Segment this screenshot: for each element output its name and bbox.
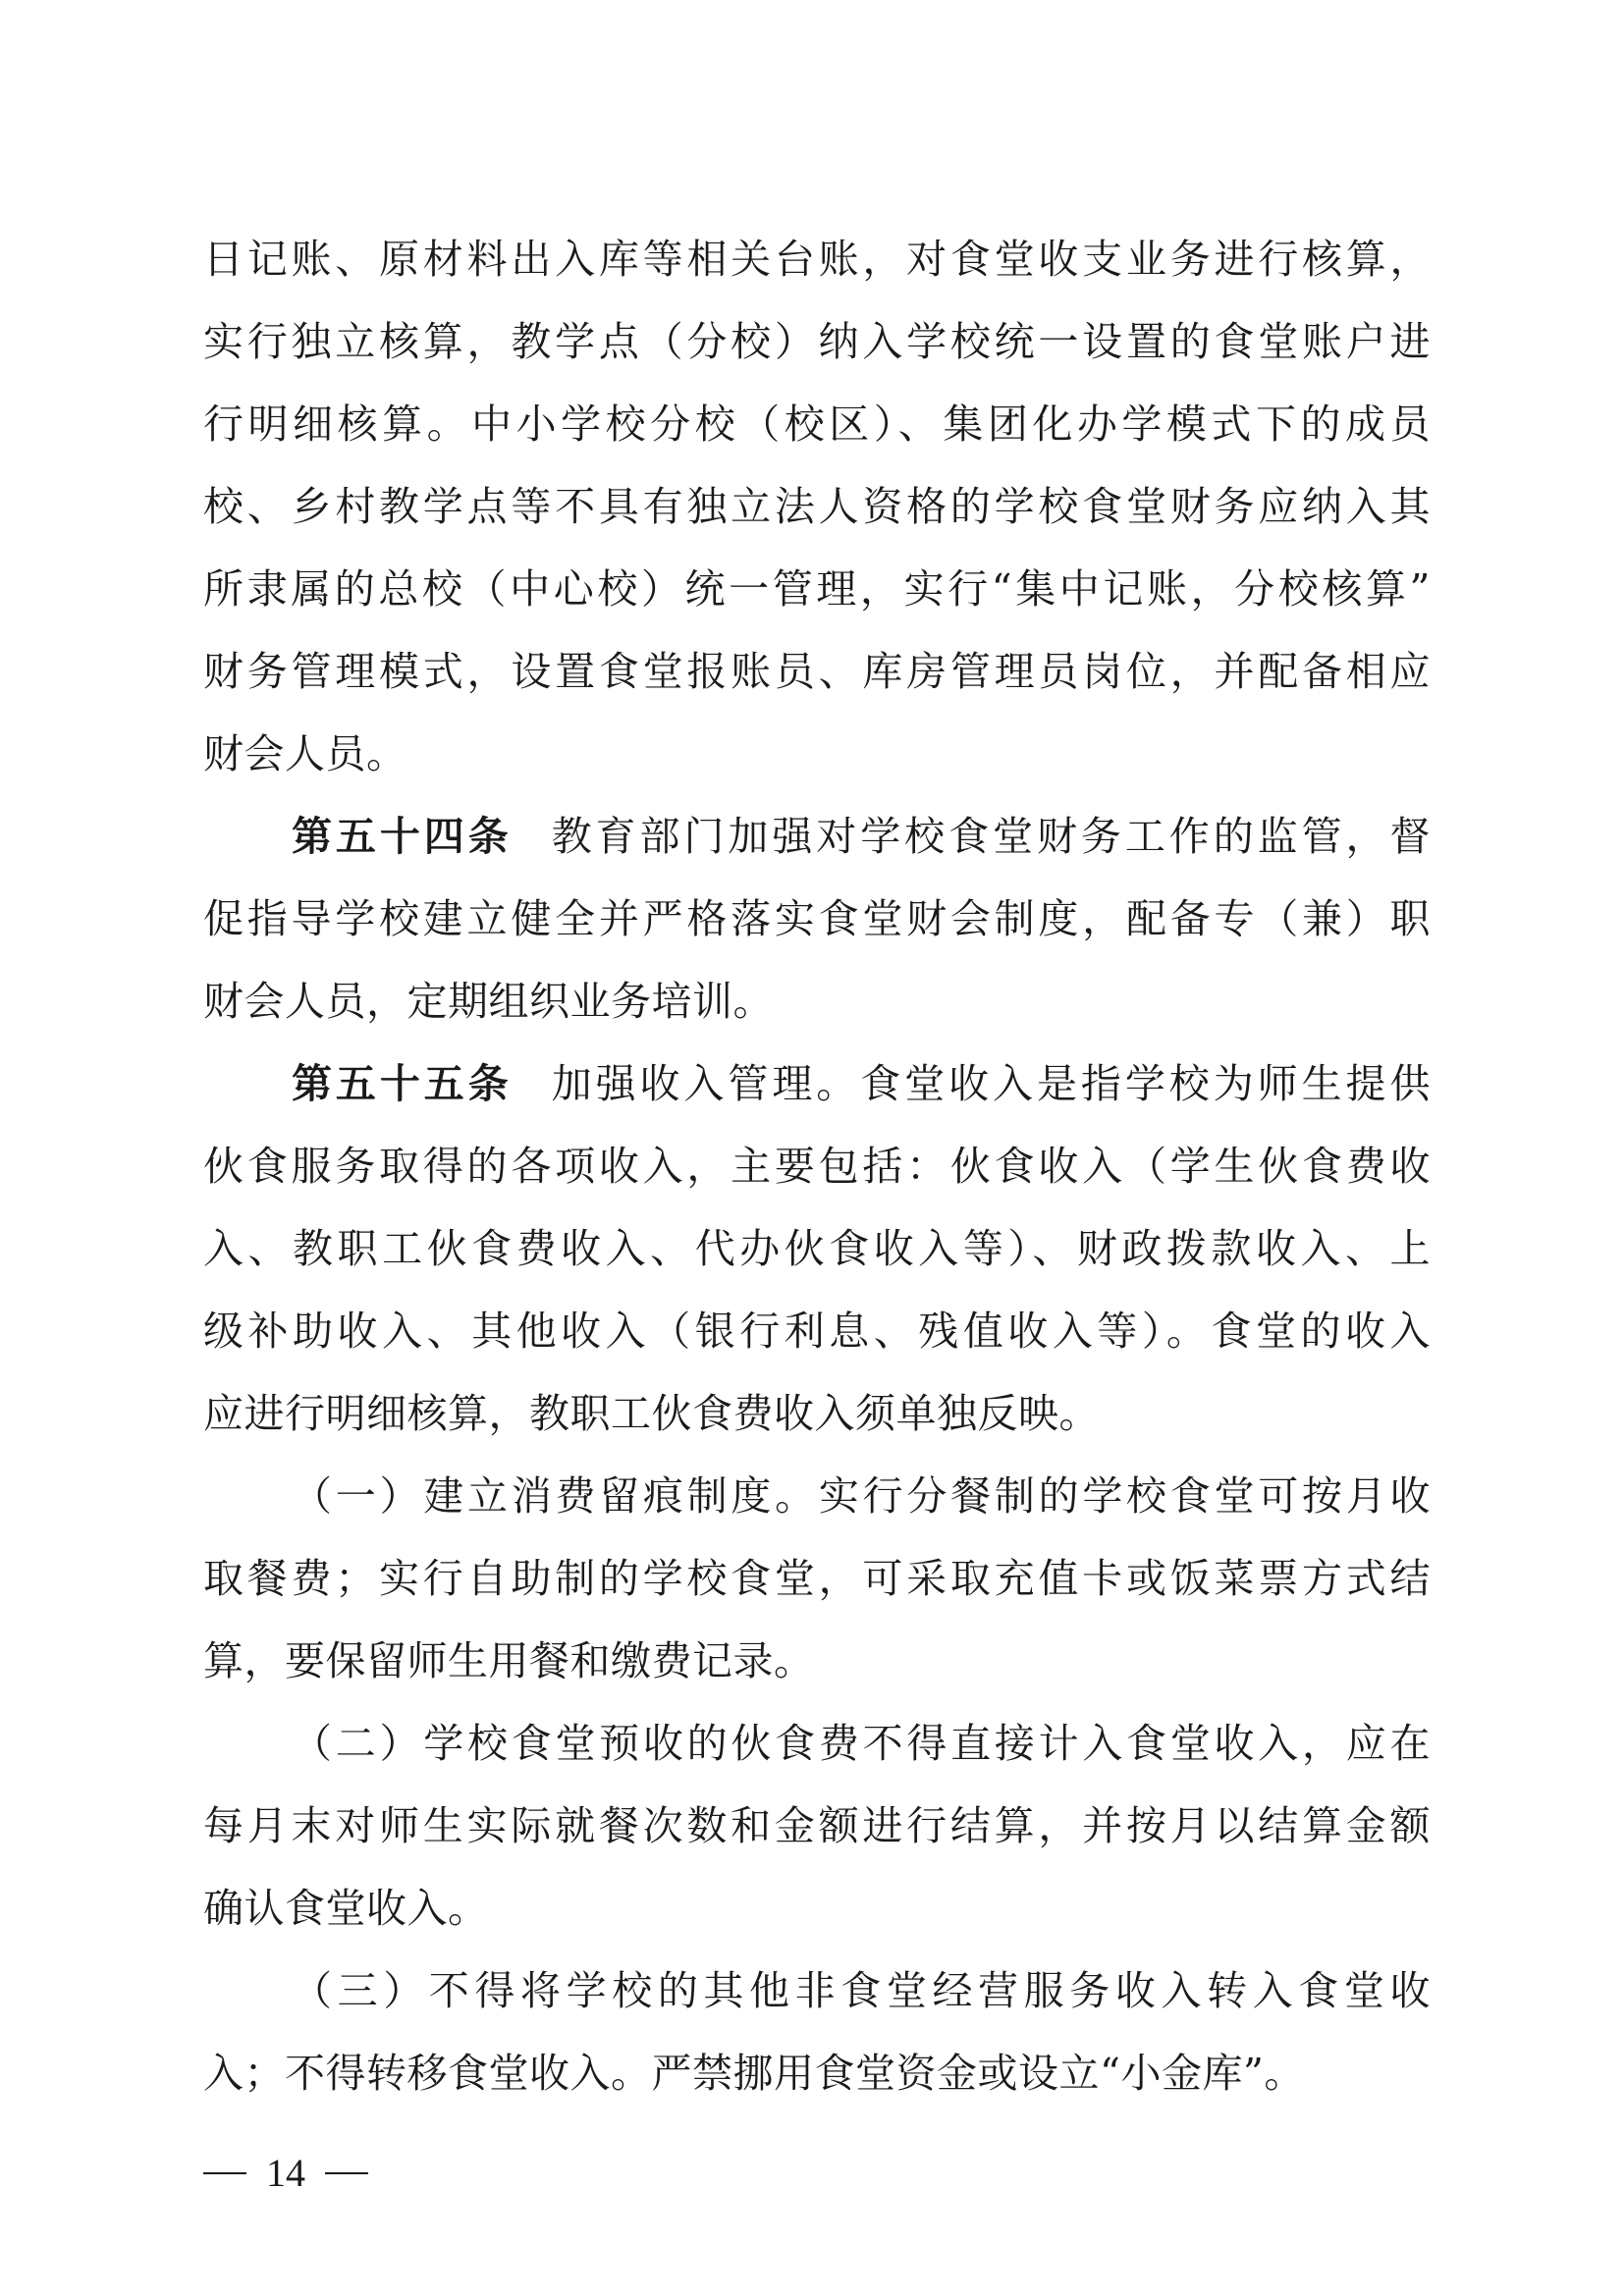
text-line: 校、乡村教学点等不具有独立法人资格的学校食堂财务应纳入其 [203, 483, 1431, 530]
text-line: 确认食堂收入。 [203, 1885, 489, 1932]
article-54 [203, 795, 1431, 1042]
text-line: 取餐费；实行自助制的学校食堂，可采取充值卡或饭菜票方式结 [203, 1555, 1431, 1602]
text-line: 促指导学校建立健全并严格落实食堂财会制度，配备专（兼）职 [203, 895, 1431, 942]
text-line: （一）建立消费留痕制度。实行分餐制的学校食堂可按月收 [292, 1472, 1431, 1520]
dash-right [325, 2172, 368, 2174]
text-line: 日记账、原材料出入库等相关台账，对食堂收支业务进行核算， [203, 236, 1431, 283]
article-text: 教育部门加强对学校食堂财务工作的监管，督 [551, 813, 1431, 860]
text-line: 实行独立核算，教学点（分校）纳入学校统一设置的食堂账户进 [203, 318, 1431, 365]
page-number-value: 14 [266, 2150, 305, 2195]
text-line: （二）学校食堂预收的伙食费不得直接计入食堂收入，应在 [292, 1720, 1431, 1767]
page-number [203, 2140, 368, 2203]
article-text: 加强收入管理。食堂收入是指学校为师生提供 [551, 1060, 1431, 1107]
item-1 [203, 1455, 1431, 1702]
text-line [203, 1042, 1431, 1125]
article-55 [203, 1042, 1431, 1455]
text-line: 财会人员。 [203, 730, 407, 777]
article-heading: 第五十四条 [292, 813, 513, 860]
text-line: 入、教职工伙食费收入、代办伙食收入等）、财政拨款收入、上 [203, 1225, 1431, 1272]
text-line [203, 795, 1431, 878]
text-line: （三）不得将学校的其他非食堂经营服务收入转入食堂收 [292, 1967, 1431, 2014]
item-3 [203, 1949, 1431, 2114]
body-text [203, 218, 1431, 2114]
text-line: 财会人员，定期组织业务培训。 [203, 978, 774, 1025]
text-line: 行明细核算。中小学校分校（校区）、集团化办学模式下的成员 [203, 400, 1431, 448]
text-line: 伙食服务取得的各项收入，主要包括：伙食收入（学生伙食费收 [203, 1143, 1431, 1190]
text-line: 财务管理模式，设置食堂报账员、库房管理员岗位，并配备相应 [203, 648, 1431, 695]
text-line: 入；不得转移食堂收入。严禁挪用食堂资金或设立“小金库”。 [203, 2050, 1305, 2097]
article-heading: 第五十五条 [292, 1060, 513, 1107]
dash-left [203, 2172, 246, 2174]
paragraph-continuation [203, 218, 1431, 795]
text-line: 每月末对师生实际就餐次数和金额进行结算，并按月以结算金额 [203, 1802, 1431, 1849]
text-line: 所隶属的总校（中心校）统一管理，实行“集中记账，分校核算” [203, 565, 1431, 613]
text-line: 级补助收入、其他收入（银行利息、残值收入等）。食堂的收入 [203, 1308, 1431, 1355]
item-2 [203, 1702, 1431, 1949]
text-line: 应进行明细核算，教职工伙食费收入须单独反映。 [203, 1390, 1100, 1437]
text-line: 算，要保留师生用餐和缴费记录。 [203, 1637, 815, 1684]
